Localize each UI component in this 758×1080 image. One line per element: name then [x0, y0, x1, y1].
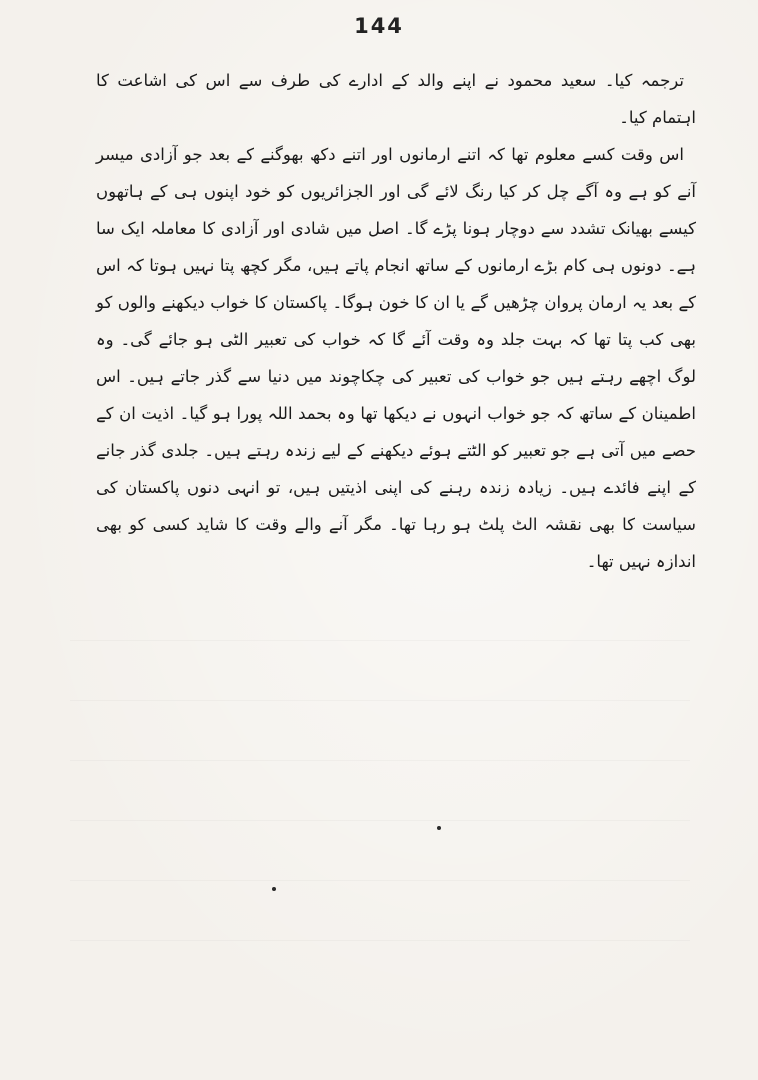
- ink-speck: [437, 826, 441, 830]
- show-through-line: [70, 700, 690, 701]
- ink-speck: [272, 887, 276, 891]
- show-through-line: [70, 880, 690, 881]
- show-through-line: [70, 820, 690, 821]
- page-number: 144: [354, 14, 404, 38]
- body-text: [96, 62, 696, 580]
- show-through-line: [70, 640, 690, 641]
- show-through-line: [70, 940, 690, 941]
- show-through-line: [70, 760, 690, 761]
- paragraph-1: ترجمہ کیا۔ سعید محمود نے اپنے والد کے ادارے کی طرف سے اس کی اشاعت کا اہتمام کیا۔: [96, 71, 696, 127]
- paragraph-2: اس وقت کسے معلوم تھا کہ اتنے ارمانوں اور اتنے دکھ بھوگنے کے بعد جو آزادی میسر آنے کو ہے وہ آگے چل کر کیا رنگ لائے گی اور الجزائریوں کو خود اپنوں ہی کے ہاتھوں کیسے بھیانک تشدد سے دوچار ہونا پڑے گا۔ اصل میں شادی اور آزادی کا معاملہ ایک سا ہے۔ دونوں ہی کام بڑے ارمانوں کے ساتھ انجام پاتے ہیں، مگر کچھ پتا نہیں ہوتا کہ اس کے بعد یہ ارمان پروان چڑھیں گے یا ان کا خون ہوگا۔ پاکستان کا خواب دیکھنے والوں کو بھی کب پتا تھا کہ بہت جلد وہ وقت آئے گا کہ خواب کی تعبیر الٹی ہو جائے گی۔ وہ لوگ اچھے رہتے ہیں جو خواب کی تعبیر کی چکاچوند میں دنیا سے گذر جاتے ہیں۔ اس اطمینان کے ساتھ کہ جو خواب انہوں نے دیکھا تھا وہ بحمد اللہ پورا ہو گیا۔ اذیت ان کے حصے میں آتی ہے جو تعبیر کو الٹتے ہوئے دیکھنے کے لیے زندہ رہتے ہیں۔ جلدی گذر جانے کے اپنے فائدے ہیں۔ زیادہ زندہ رہنے کی اپنی اذیتیں ہیں، تو انہی دنوں پاکستان کی سیاست کا بھی نقشہ الٹ پلٹ ہو رہا تھا۔ مگر آنے والے وقت کا شاید کسی کو بھی اندازہ نہیں تھا۔: [96, 145, 696, 571]
